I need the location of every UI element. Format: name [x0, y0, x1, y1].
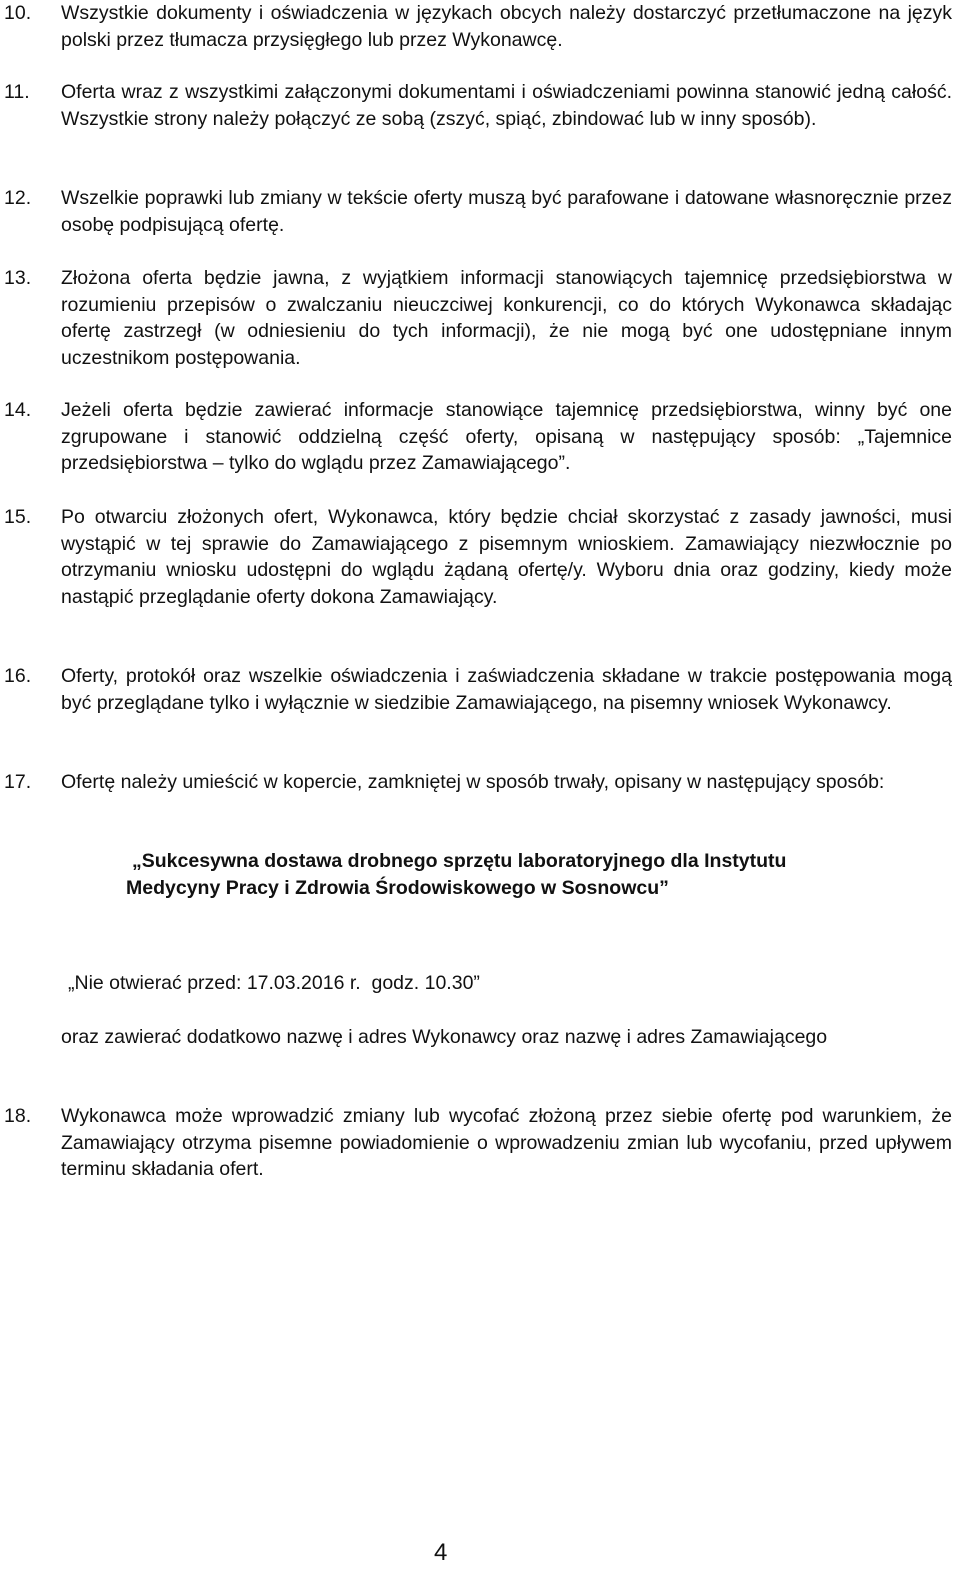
item-text: Oferta wraz z wszystkimi załączonymi dokumentami i oświadczeniami powinna stanowić jedną całość. Wszystkie strony należy połączyć ze sobą (zszyć, spiąć, zbindować lub w inny sposób). [61, 81, 952, 130]
item-number: 17. [4, 771, 32, 793]
item-text: Po otwarciu złożonych ofert, Wykonawca, który będzie chciał skorzystać z zasady jawności, musi wystąpić w tej sprawie do Zamawiającego z pisemnym wnioskiem. Zamawiający niezwłocznie po otrzymaniu wniosku udostępni do wglądu żądaną ofertę/y. Wyboru dnia oraz godziny, kiedy może nastąpić przeglądanie oferty dokona Zamawiający. [61, 506, 952, 608]
item-number: 16. [4, 665, 32, 687]
envelope-title-line-1: „Sukcesywna dostawa drobnego sprzętu laboratoryjnego dla Instytutu [132, 850, 787, 872]
item-number: 11. [4, 81, 30, 103]
envelope-title [126, 848, 926, 901]
item-number: 13. [4, 267, 32, 289]
item-text: Wszystkie dokumenty i oświadczenia w językach obcych należy dostarczyć przetłumaczone na język polski przez tłumacza przysięgłego lub przez Wykonawcę. [61, 2, 952, 51]
do-not-open-notice: „Nie otwierać przed: 17.03.2016 r. godz. 10.30” [68, 972, 480, 994]
item-text: Jeżeli oferta będzie zawierać informacje stanowiące tajemnicę przedsiębiorstwa, winny być one zgrupowane i stanowić oddzielną część oferty, opisaną w następujący sposób: „Tajemnice przedsiębiorstwa – tylko do wglądu przez Zamawiającego”. [61, 399, 952, 474]
additional-text: oraz zawierać dodatkowo nazwę i adres Wykonawcy oraz nazwę i adres Zamawiającego [61, 1026, 828, 1048]
item-text: Ofertę należy umieścić w kopercie, zamkniętej w sposób trwały, opisany w następujący sposób: [61, 771, 885, 793]
envelope-title-line-2: Medycyny Pracy i Zdrowia Środowiskowego w Sosnowcu” [126, 876, 669, 899]
item-number: 15. [4, 506, 32, 528]
item-text: Wszelkie poprawki lub zmiany w tekście oferty muszą być parafowane i datowane własnoręcznie przez osobę podpisującą ofertę. [61, 187, 952, 236]
item-number: 10. [4, 2, 32, 24]
item-text: Złożona oferta będzie jawna, z wyjątkiem informacji stanowiących tajemnicę przedsiębiorstwa w rozumieniu przepisów o zwalczaniu nieuczciwej konkurencji, co do których Wykonawca składając ofertę zastrzegł (w odniesieniu do tych informacji), że nie mogą być one udostępniane innym uczestnikom postępowania. [61, 267, 952, 369]
page-number: 4 [434, 1539, 448, 1566]
item-number: 12. [4, 187, 32, 209]
item-number: 18. [4, 1105, 32, 1127]
item-text: Oferty, protokół oraz wszelkie oświadczenia i zaświadczenia składane w trakcie postępowania mogą być przeglądane tylko i wyłącznie w siedzibie Zamawiającego, na pisemny wniosek Wykonawcy. [61, 665, 952, 714]
item-text: Wykonawca może wprowadzić zmiany lub wycofać złożoną przez siebie ofertę pod warunkiem, że Zamawiający otrzyma pisemne powiadomienie o wprowadzeniu zmian lub wycofaniu, przed upływem terminu składania ofert. [61, 1105, 952, 1180]
item-number: 14. [4, 399, 32, 421]
